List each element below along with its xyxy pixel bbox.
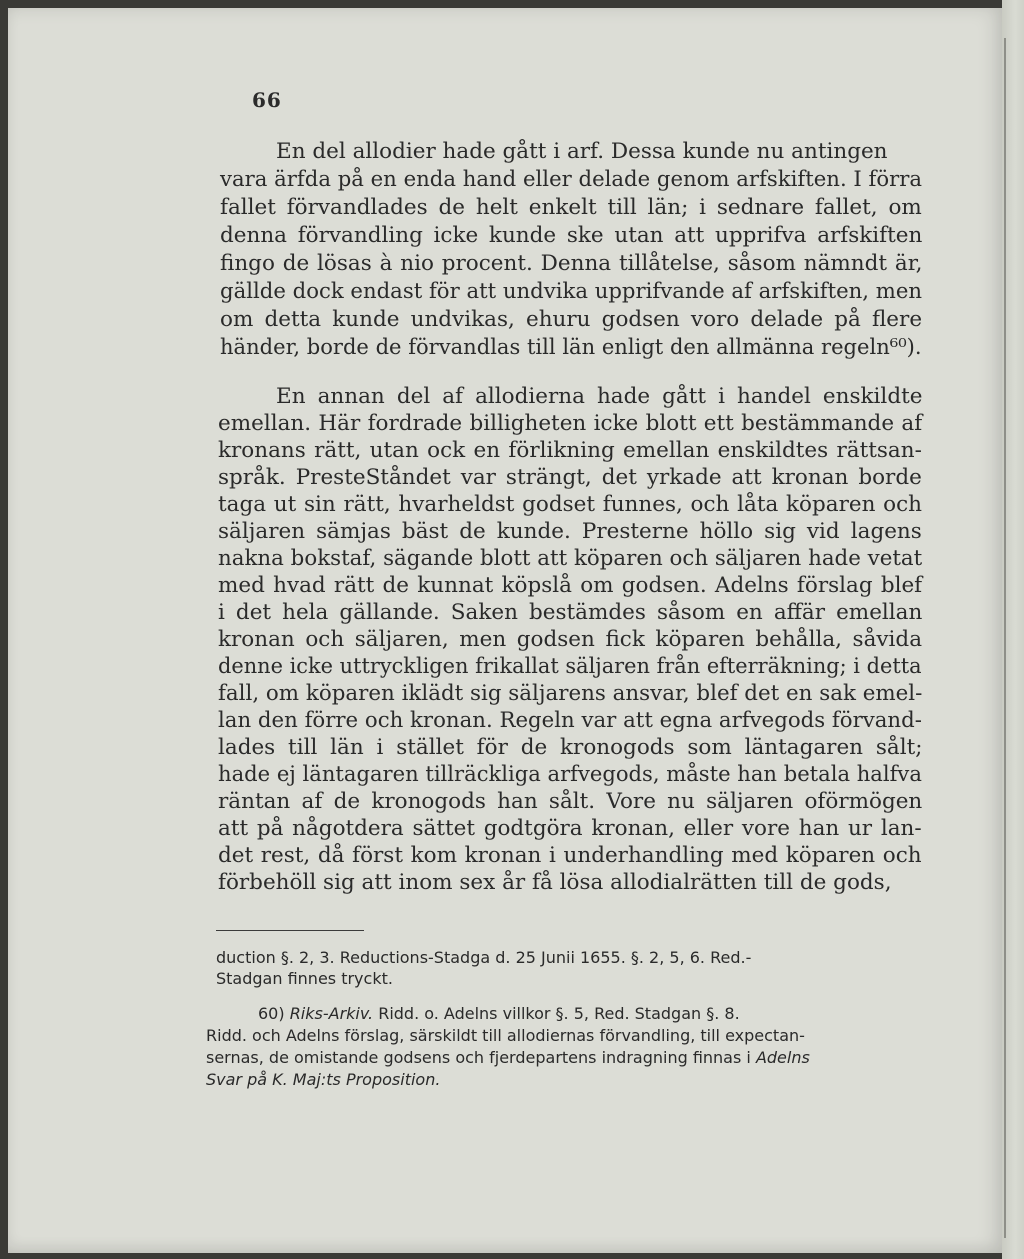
text-line: i det hela gällande. Saken bestämdes såsom en affär emellan: [218, 600, 923, 625]
text-line: språk. PresteStåndet var strängt, det yrkade att kronan borde: [218, 465, 922, 490]
footnote-60-line: [258, 1004, 740, 1024]
text-line: gällde dock endast för att undvika upprifvande af arfskiften, men: [220, 279, 923, 304]
text-line: fallet förvandlades de helt enkelt till län; i sednare fallet, om: [220, 195, 922, 220]
footnote-marker: 60): [258, 1004, 290, 1023]
text-line: taga ut sin rätt, hvarheldst godset funnes, och låta köparen och: [218, 492, 922, 517]
text-line: emellan. Här fordrade billigheten icke blott ett bestämmande af: [218, 411, 923, 436]
text-line: denne icke uttryckligen frikallat säljaren från efterräkning; i detta: [218, 654, 922, 679]
text-line: med hvad rätt de kunnat köpslå om godsen. Adelns förslag blef: [218, 573, 923, 598]
footnote-text: sernas, de omistande godsens och fjerdepartens indragning finnas i: [206, 1048, 756, 1067]
text-line: att på någotdera sättet godtgöra kronan, eller vore han ur lan-: [218, 816, 922, 841]
text-line: fingo de lösas à nio procent. Denna tillåtelse, såsom nämndt är,: [220, 251, 923, 276]
footnote-line: Stadgan finnes tryckt.: [216, 969, 393, 988]
text-line: denna förvandling icke kunde ske utan att upprifva arfskiften: [220, 223, 923, 248]
text-line: vara ärfda på en enda hand eller delade genom arfskiften. I förra: [220, 167, 923, 192]
text-line: fall, om köparen iklädt sig säljarens ansvar, blef det en sak emel-: [218, 681, 923, 706]
footnote-rule: [216, 930, 364, 931]
text-line: En del allodier hade gått i arf. Dessa kunde nu antingen: [276, 139, 888, 164]
footnote-title: Svar på K. Maj:ts Proposition.: [206, 1070, 441, 1089]
text-line: om detta kunde undvikas, ehuru godsen voro delade på flere: [220, 307, 923, 332]
text-line: räntan af de kronogods han sålt. Vore nu säljaren oförmögen: [218, 789, 923, 814]
binding-edge: [1004, 38, 1006, 1238]
footnote-source: Riks-Arkiv.: [289, 1004, 374, 1023]
footnote-line: [206, 1048, 810, 1068]
text-line: händer, borde de förvandlas till län enligt den allmänna regeln⁶⁰).: [220, 335, 922, 360]
footnote-line: Ridd. och Adelns förslag, särskildt till allodiernas förvandling, till expectan-: [206, 1026, 805, 1045]
text-line: hade ej läntagaren tillräckliga arfvegods, måste han betala halfva: [218, 762, 922, 787]
text-line: förbehöll sig att inom sex år få lösa allodialrätten till de gods,: [218, 870, 892, 895]
text-line: lades till län i stället för de kronogods som läntagaren sålt;: [218, 735, 923, 760]
footnote-line: duction §. 2, 3. Reductions-Stadga d. 25 Junii 1655. §. 2, 5, 6. Red.-: [216, 948, 752, 967]
text-line: nakna bokstaf, sägande blott att köparen och säljaren hade vetat: [218, 546, 923, 571]
footnote-text: Ridd. o. Adelns villkor §. 5, Red. Stadgan §. 8.: [373, 1004, 740, 1023]
footnote-title: Adelns: [755, 1048, 810, 1067]
text-line: lan den förre och kronan. Regeln var att egna arfvegods förvand-: [218, 708, 922, 733]
page-number: 66: [252, 88, 282, 112]
text-line: säljaren sämjas bäst de kunde. Presterne höllo sig vid lagens: [218, 519, 922, 544]
text-line: kronan och säljaren, men godsen fick köparen behålla, såvida: [218, 627, 923, 652]
text-line: det rest, då först kom kronan i underhandling med köparen och: [218, 843, 922, 868]
text-line: En annan del af allodierna hade gått i handel enskildte: [276, 384, 923, 409]
text-line: kronans rätt, utan ock en förlikning emellan enskildtes rättsan-: [218, 438, 922, 463]
